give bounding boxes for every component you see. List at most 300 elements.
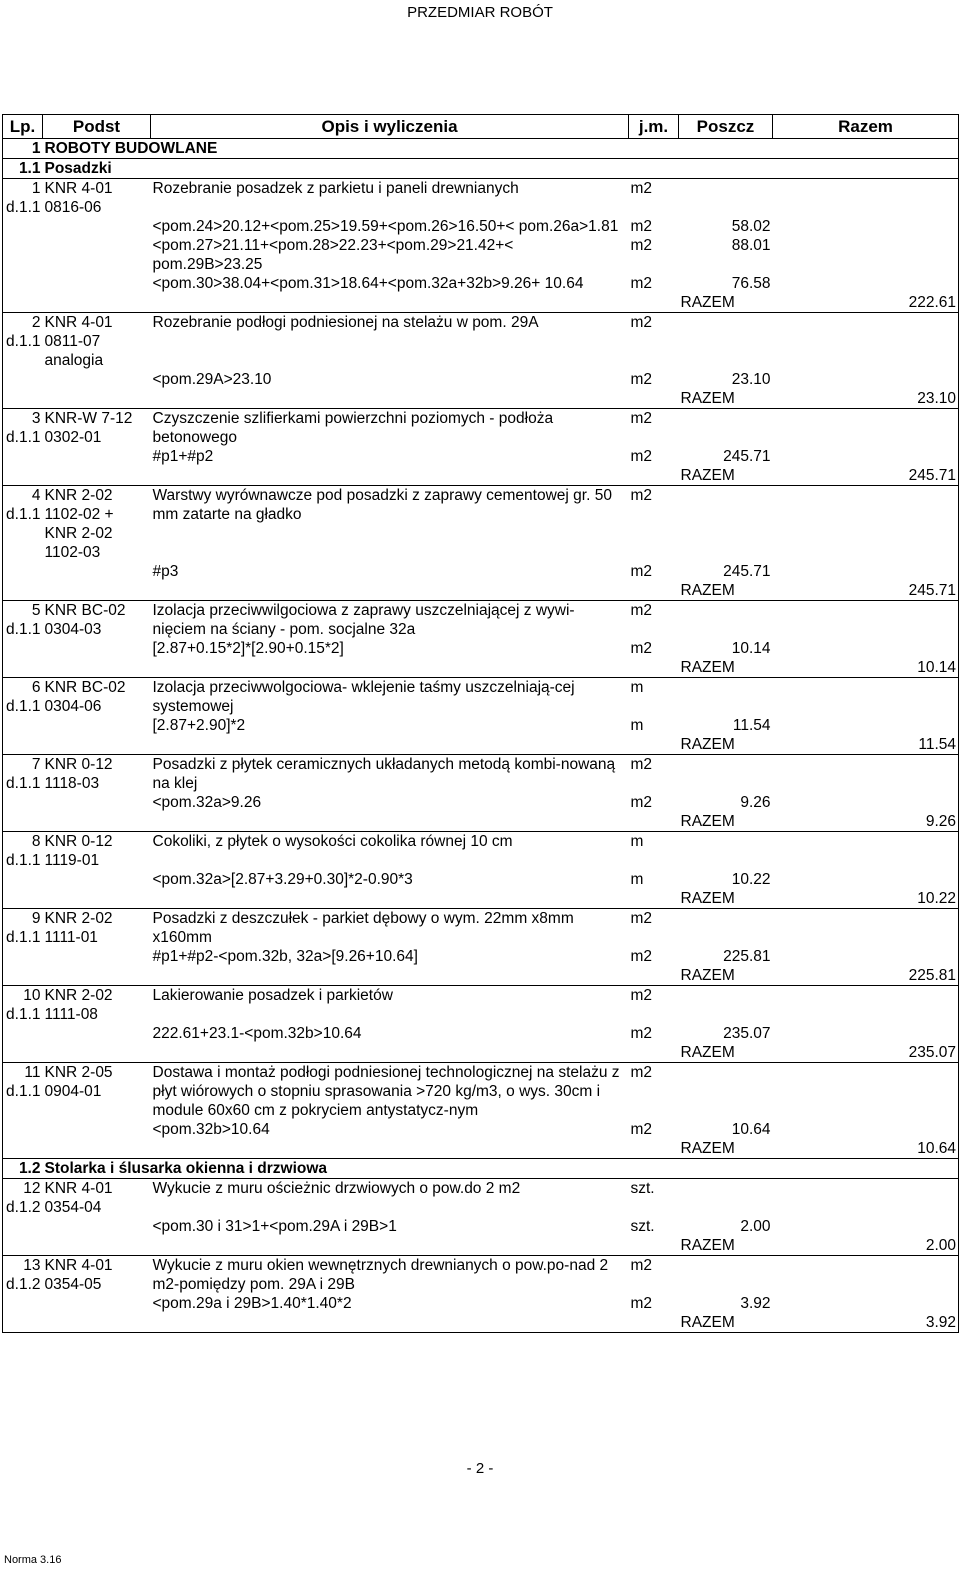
calc-unit: m (630, 717, 644, 734)
razem-spacer (43, 293, 151, 313)
calc-spacer (773, 947, 959, 966)
position-row (3, 1179, 959, 1218)
razem-spacer (43, 389, 151, 409)
basis-line: 0354-04 (44, 1199, 102, 1216)
position-unit: m (629, 678, 679, 717)
calc-unit: m2 (630, 1025, 653, 1042)
position-total (773, 1256, 959, 1295)
position-unit: m2 (629, 1256, 679, 1295)
razem-value: 10.22 (773, 889, 959, 909)
razem-spacer (629, 1043, 679, 1063)
position-qty (679, 832, 773, 871)
basis-line: 1102-02 + (44, 506, 114, 523)
col-jm: j.m. (629, 115, 679, 139)
position-lp: 6 (31, 679, 41, 696)
position-lp: 11 (24, 1064, 41, 1081)
calc-expression: <pom.32a>9.26 (152, 794, 262, 811)
position-chapter: d.1.1 (6, 852, 41, 869)
position-number (3, 1256, 43, 1295)
position-lp: 4 (31, 487, 41, 504)
position-qty (679, 409, 773, 448)
position-unit: m (629, 832, 679, 871)
calc-row (3, 562, 959, 581)
razem-label: RAZEM (679, 1139, 773, 1159)
page-title: PRZEDMIAR ROBÓT (407, 4, 553, 21)
calc-unit: m (630, 871, 644, 888)
position-qty (679, 486, 773, 563)
basis-line: KNR 4-01 (44, 1257, 113, 1274)
position-basis (43, 409, 151, 448)
razem-spacer (629, 658, 679, 678)
calc-expression: <pom.29A>23.10 (152, 371, 272, 388)
calc-spacer (773, 1294, 959, 1313)
razem-value: 9.26 (773, 812, 959, 832)
calc-row (3, 639, 959, 658)
basis-line: 0811-07 (44, 333, 101, 350)
calc-expression: 222.61+23.1-<pom.32b>10.64 (152, 1025, 362, 1042)
col-poszcz: Poszcz (679, 115, 773, 139)
position-chapter: d.1.1 (6, 506, 41, 523)
razem-spacer (151, 466, 629, 486)
section-title: Stolarka i ślusarka okienna i drzwiowa (43, 1159, 959, 1179)
position-chapter: d.1.1 (6, 199, 41, 216)
calc-unit: m2 (630, 371, 653, 388)
position-description: Izolacja przeciwwolgociowa- wklejenie taśmy uszczelniają-cej systemowej (151, 678, 629, 717)
position-lp: 5 (31, 602, 41, 619)
position-row (3, 313, 959, 371)
razem-label: RAZEM (679, 658, 773, 678)
calc-row (3, 1120, 959, 1139)
razem-spacer (3, 889, 43, 909)
position-total (773, 601, 959, 640)
calc-row (3, 947, 959, 966)
position-description: Dostawa i montaż podłogi podniesionej technologicznej na stelażu z płyt wiórowych o stopniu sprasowania >720 kg/m3, o wys. 30cm i module 60x60 cm z pokryciem antystatycz-nym (151, 1063, 629, 1121)
position-unit: m2 (629, 986, 679, 1025)
basis-line: 0302-01 (44, 429, 102, 446)
razem-spacer (43, 1139, 151, 1159)
position-basis (43, 486, 151, 563)
position-row (3, 832, 959, 871)
razem-spacer (151, 889, 629, 909)
basis-line: 1111-08 (44, 1006, 98, 1023)
calc-unit: m2 (630, 563, 653, 580)
table-header-row (3, 115, 959, 139)
razem-spacer (151, 658, 629, 678)
calc-row (3, 1217, 959, 1236)
calc-spacer (3, 947, 43, 966)
calc-quantity: 23.10 (731, 371, 771, 388)
section-title: ROBOTY BUDOWLANE (43, 139, 959, 159)
basis-line: KNR 2-02 (44, 487, 113, 504)
position-description: Posadzki z deszczułek - parkiet dębowy o wym. 22mm x8mm x160mm (151, 909, 629, 948)
position-basis (43, 179, 151, 218)
position-qty (679, 313, 773, 371)
calc-spacer (3, 1217, 43, 1236)
calc-row (3, 870, 959, 889)
calc-quantity: 3.92 (740, 1295, 771, 1312)
basis-line: KNR 2-02 (44, 910, 113, 927)
basis-line: KNR 4-01 (44, 180, 113, 197)
calc-quantity: 10.14 (731, 640, 771, 657)
position-row (3, 409, 959, 448)
position-basis (43, 313, 151, 371)
basis-line: KNR 0-12 (44, 833, 113, 850)
razem-label: RAZEM (679, 581, 773, 601)
razem-spacer (3, 658, 43, 678)
razem-value: 235.07 (773, 1043, 959, 1063)
calc-quantity: 9.26 (740, 794, 771, 811)
razem-row (3, 466, 959, 486)
calc-spacer (43, 639, 151, 658)
position-lp: 7 (31, 756, 41, 773)
razem-spacer (629, 735, 679, 755)
col-lp: Lp. (3, 115, 43, 139)
position-number (3, 486, 43, 563)
position-total (773, 313, 959, 371)
razem-spacer (151, 581, 629, 601)
calc-expression: <pom.30 i 31>1+<pom.29A i 29B>1 (152, 1218, 397, 1235)
position-lp: 10 (23, 987, 41, 1004)
calc-expression: <pom.32b>10.64 (152, 1121, 270, 1138)
footer-version: Norma 3.16 (4, 1554, 62, 1566)
razem-spacer (629, 389, 679, 409)
position-unit: szt. (629, 1179, 679, 1218)
razem-spacer (3, 735, 43, 755)
razem-spacer (43, 1236, 151, 1256)
razem-spacer (151, 1236, 629, 1256)
razem-spacer (629, 1236, 679, 1256)
razem-row (3, 1236, 959, 1256)
position-total (773, 755, 959, 794)
calc-spacer (3, 639, 43, 658)
razem-spacer (151, 1043, 629, 1063)
position-description: Wykucie z muru okien wewnętrznych drewnianych o pow.po-nad 2 m2-pomiędzy pom. 29A i 29B (151, 1256, 629, 1295)
razem-spacer (3, 1043, 43, 1063)
position-description: Izolacja przeciwwilgociowa z zaprawy uszczelniającej z wywi-nięciem na ściany - pom. socjalne 32a (151, 601, 629, 640)
calc-spacer (43, 236, 151, 274)
calc-spacer (3, 1024, 43, 1043)
basis-line: KNR BC-02 (44, 679, 126, 696)
position-qty (679, 179, 773, 218)
calc-unit: m2 (630, 1121, 653, 1138)
basis-line: 1118-03 (44, 775, 100, 792)
calc-spacer (773, 370, 959, 389)
calc-quantity: 245.71 (723, 448, 771, 465)
razem-row (3, 293, 959, 313)
position-total (773, 909, 959, 948)
section-number: 1 (3, 139, 43, 159)
calc-spacer (773, 447, 959, 466)
basis-line: 1102-03 (44, 544, 101, 561)
basis-line: 0304-03 (44, 621, 102, 638)
calc-quantity: 10.22 (731, 871, 771, 888)
position-chapter: d.1.1 (6, 1006, 41, 1023)
basis-line: 0904-01 (44, 1083, 102, 1100)
calc-row (3, 217, 959, 236)
position-basis (43, 832, 151, 871)
position-unit: m2 (629, 179, 679, 218)
razem-spacer (151, 389, 629, 409)
position-chapter: d.1.1 (6, 929, 41, 946)
razem-label: RAZEM (679, 889, 773, 909)
razem-spacer (43, 1313, 151, 1333)
position-qty (679, 601, 773, 640)
calc-quantity: 58.02 (731, 218, 771, 235)
razem-row (3, 389, 959, 409)
position-basis (43, 1179, 151, 1218)
position-chapter: d.1.1 (6, 775, 41, 792)
position-basis (43, 601, 151, 640)
razem-spacer (3, 1313, 43, 1333)
cost-estimate-table (2, 114, 959, 1333)
calc-spacer (773, 562, 959, 581)
razem-spacer (43, 735, 151, 755)
basis-line: KNR 2-05 (44, 1064, 113, 1081)
calc-expression: #p1+#p2-<pom.32b, 32a>[9.26+10.64] (152, 948, 418, 965)
razem-value: 10.14 (773, 658, 959, 678)
section-row (3, 1159, 959, 1179)
calc-spacer (773, 716, 959, 735)
razem-spacer (629, 581, 679, 601)
calc-row (3, 793, 959, 812)
calc-unit: m2 (630, 640, 653, 657)
razem-row (3, 1313, 959, 1333)
page-number: - 2 - (466, 1460, 494, 1477)
razem-spacer (629, 293, 679, 313)
position-number (3, 986, 43, 1025)
razem-spacer (3, 812, 43, 832)
razem-row (3, 966, 959, 986)
calc-spacer (773, 793, 959, 812)
razem-label: RAZEM (679, 293, 773, 313)
calc-row (3, 370, 959, 389)
position-total (773, 486, 959, 563)
razem-value: 225.81 (773, 966, 959, 986)
position-row (3, 755, 959, 794)
position-unit: m2 (629, 486, 679, 563)
razem-spacer (43, 658, 151, 678)
razem-spacer (3, 581, 43, 601)
calc-expression: #p1+#p2 (152, 448, 214, 465)
position-basis (43, 678, 151, 717)
col-opis: Opis i wyliczenia (151, 115, 629, 139)
calc-row (3, 1024, 959, 1043)
position-number (3, 313, 43, 371)
calc-expression: [2.87+0.15*2]*[2.90+0.15*2] (152, 640, 344, 657)
calc-spacer (3, 1294, 43, 1313)
position-qty (679, 755, 773, 794)
calc-spacer (773, 1120, 959, 1139)
razem-spacer (3, 1139, 43, 1159)
calc-spacer (773, 1024, 959, 1043)
col-razem: Razem (773, 115, 959, 139)
razem-row (3, 735, 959, 755)
razem-label: RAZEM (679, 1043, 773, 1063)
razem-label: RAZEM (679, 735, 773, 755)
position-qty (679, 1063, 773, 1121)
position-row (3, 1063, 959, 1121)
calc-quantity: 11.54 (732, 717, 771, 734)
calc-unit: m2 (630, 948, 653, 965)
calc-spacer (3, 716, 43, 735)
razem-spacer (629, 966, 679, 986)
position-description: Cokoliki, z płytek o wysokości cokolika równej 10 cm (151, 832, 629, 871)
basis-line: KNR BC-02 (44, 602, 126, 619)
razem-spacer (629, 1313, 679, 1333)
position-chapter: d.1.2 (6, 1276, 41, 1293)
position-unit: m2 (629, 409, 679, 448)
calc-expression: <pom.32a>[2.87+3.29+0.30]*2-0.90*3 (152, 871, 413, 888)
position-basis (43, 986, 151, 1025)
position-qty (679, 1179, 773, 1218)
basis-line: KNR 2-02 (44, 525, 113, 542)
position-row (3, 986, 959, 1025)
razem-row (3, 889, 959, 909)
calc-expression: <pom.24>20.12+<pom.25>19.59+<pom.26>16.50+< pom.26a>1.81 (152, 218, 619, 235)
razem-value: 23.10 (773, 389, 959, 409)
col-podst: Podst (43, 115, 151, 139)
basis-line: analogia (44, 352, 104, 369)
basis-line: KNR-W 7-12 (44, 410, 133, 427)
position-number (3, 755, 43, 794)
calc-unit: szt. (630, 1218, 655, 1235)
calc-spacer (43, 562, 151, 581)
position-total (773, 986, 959, 1025)
position-number (3, 909, 43, 948)
position-total (773, 1179, 959, 1218)
calc-spacer (773, 236, 959, 274)
calc-spacer (3, 274, 43, 293)
calc-spacer (3, 793, 43, 812)
calc-spacer (43, 870, 151, 889)
razem-value: 10.64 (773, 1139, 959, 1159)
razem-label: RAZEM (679, 1236, 773, 1256)
calc-spacer (3, 447, 43, 466)
razem-spacer (43, 581, 151, 601)
position-lp: 1 (31, 180, 41, 197)
calc-row (3, 274, 959, 293)
position-basis (43, 1256, 151, 1295)
calc-spacer (3, 370, 43, 389)
position-number (3, 1063, 43, 1121)
calc-spacer (43, 947, 151, 966)
position-description: Czyszczenie szlifierkami powierzchni poziomych - podłoża betonowego (151, 409, 629, 448)
razem-spacer (629, 812, 679, 832)
razem-spacer (629, 466, 679, 486)
razem-spacer (43, 466, 151, 486)
position-description: Lakierowanie posadzek i parkietów (151, 986, 629, 1025)
basis-line: KNR 0-12 (44, 756, 113, 773)
position-total (773, 179, 959, 218)
position-chapter: d.1.1 (6, 698, 41, 715)
position-description: Rozebranie posadzek z parkietu i paneli drewnianych (151, 179, 629, 218)
basis-line: 0816-06 (44, 199, 102, 216)
position-lp: 8 (31, 833, 41, 850)
calc-spacer (43, 1024, 151, 1043)
position-basis (43, 755, 151, 794)
position-row (3, 1256, 959, 1295)
position-basis (43, 909, 151, 948)
calc-unit: m2 (630, 275, 653, 292)
calc-unit: m2 (630, 448, 653, 465)
calc-quantity: 2.00 (740, 1218, 771, 1235)
razem-row (3, 658, 959, 678)
position-lp: 2 (31, 314, 41, 331)
razem-label: RAZEM (679, 966, 773, 986)
razem-spacer (3, 1236, 43, 1256)
basis-line: 1111-01 (44, 929, 98, 946)
calc-spacer (43, 274, 151, 293)
position-basis (43, 1063, 151, 1121)
calc-spacer (43, 217, 151, 236)
razem-spacer (43, 812, 151, 832)
calc-spacer (773, 870, 959, 889)
calc-spacer (43, 1294, 151, 1313)
section-number: 1.2 (3, 1159, 43, 1179)
calc-spacer (773, 217, 959, 236)
razem-spacer (43, 966, 151, 986)
position-unit: m2 (629, 601, 679, 640)
calc-row (3, 447, 959, 466)
calc-spacer (3, 562, 43, 581)
razem-spacer (3, 293, 43, 313)
calc-unit: m2 (630, 237, 653, 254)
section-row (3, 159, 959, 179)
calc-quantity: 245.71 (723, 563, 771, 580)
position-row (3, 486, 959, 563)
basis-line: 1119-01 (44, 852, 100, 869)
position-description: Warstwy wyrównawcze pod posadzki z zaprawy cementowej gr. 50 mm zatarte na gładko (151, 486, 629, 563)
calc-quantity: 10.64 (731, 1121, 771, 1138)
razem-spacer (151, 293, 629, 313)
position-total (773, 409, 959, 448)
basis-line: KNR 4-01 (44, 314, 113, 331)
position-unit: m2 (629, 755, 679, 794)
basis-line: 0354-05 (44, 1276, 102, 1293)
calc-spacer (3, 1120, 43, 1139)
position-qty (679, 678, 773, 717)
calc-spacer (43, 370, 151, 389)
position-chapter: d.1.1 (6, 621, 41, 638)
calc-spacer (43, 793, 151, 812)
position-unit: m2 (629, 1063, 679, 1121)
basis-line: 0304-06 (44, 698, 102, 715)
razem-spacer (3, 389, 43, 409)
calc-row (3, 716, 959, 735)
position-number (3, 832, 43, 871)
position-description: Rozebranie podłogi podniesionej na stelażu w pom. 29A (151, 313, 629, 371)
razem-row (3, 1139, 959, 1159)
razem-spacer (151, 966, 629, 986)
position-lp: 12 (23, 1180, 41, 1197)
position-unit: m2 (629, 909, 679, 948)
basis-line: KNR 2-02 (44, 987, 113, 1004)
razem-spacer (3, 966, 43, 986)
position-lp: 3 (31, 410, 41, 427)
calc-row (3, 236, 959, 274)
position-chapter: d.1.1 (6, 1083, 41, 1100)
razem-spacer (629, 1139, 679, 1159)
calc-spacer (3, 217, 43, 236)
position-qty (679, 986, 773, 1025)
position-description: Posadzki z płytek ceramicznych układanych metodą kombi-nowaną na klej (151, 755, 629, 794)
position-qty (679, 909, 773, 948)
position-description: Wykucie z muru ościeżnic drzwiowych o pow.do 2 m2 (151, 1179, 629, 1218)
razem-spacer (151, 1139, 629, 1159)
razem-spacer (43, 1043, 151, 1063)
razem-label: RAZEM (679, 389, 773, 409)
position-chapter: d.1.1 (6, 429, 41, 446)
